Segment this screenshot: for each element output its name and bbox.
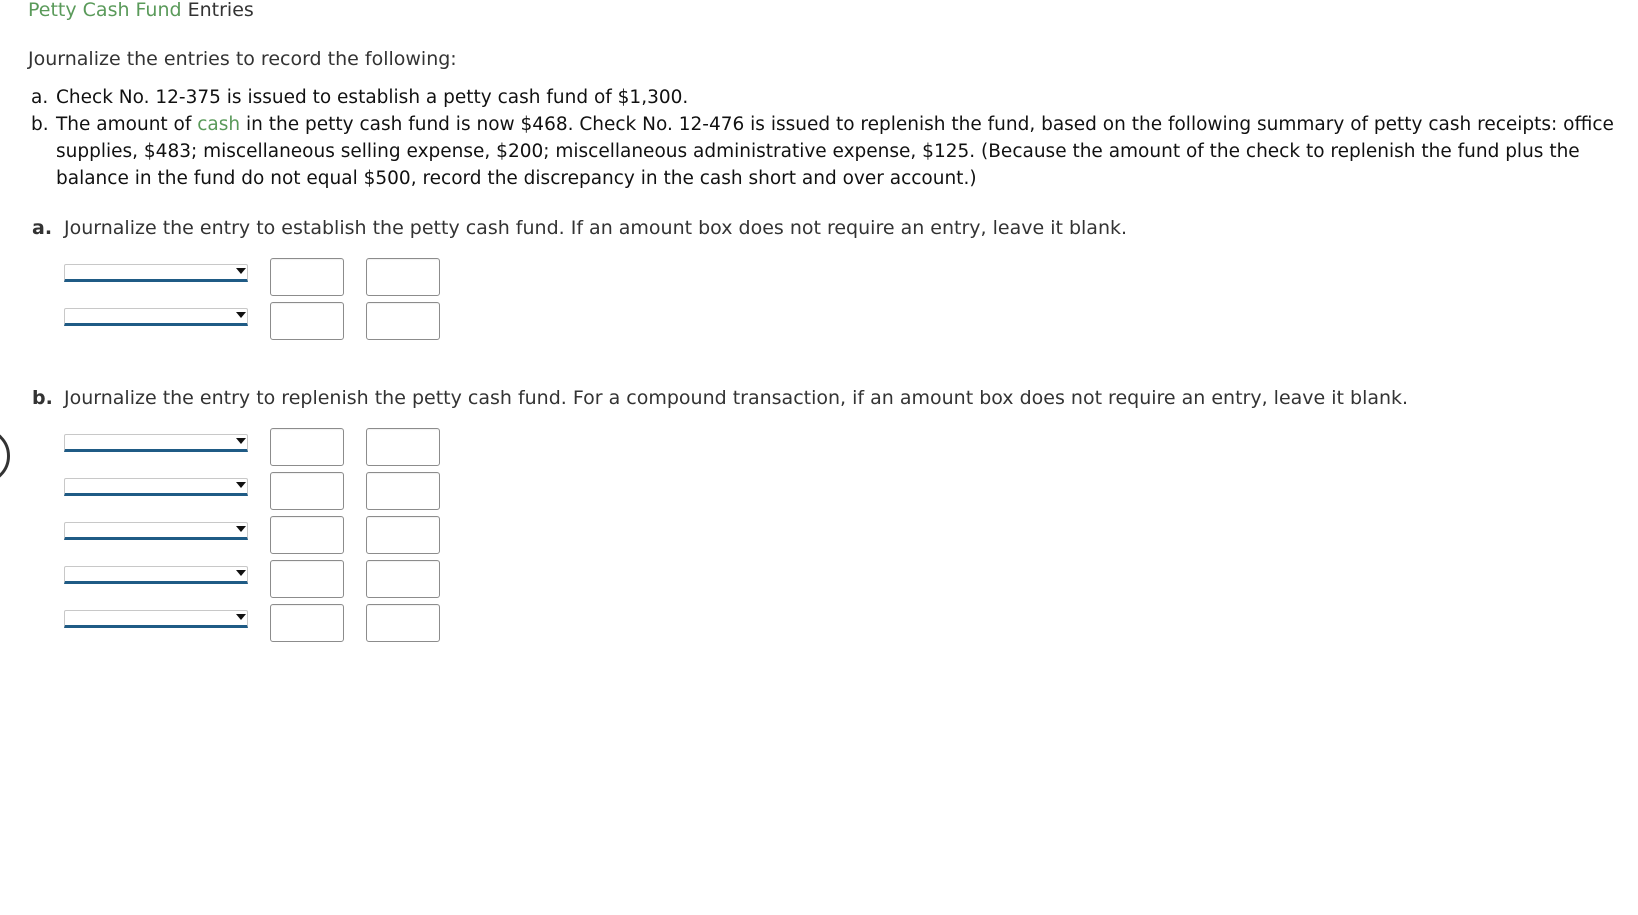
credit-input[interactable] <box>366 258 440 296</box>
part-letter: b. <box>32 387 53 409</box>
chevron-down-icon <box>236 312 246 318</box>
item-text-before: The amount of <box>56 114 198 135</box>
transaction-item-a <box>31 84 1621 111</box>
debit-input[interactable] <box>270 560 344 598</box>
debit-input[interactable] <box>270 604 344 642</box>
credit-input[interactable] <box>366 428 440 466</box>
credit-input[interactable] <box>366 604 440 642</box>
transaction-item-b <box>31 111 1621 192</box>
transaction-list <box>31 84 1621 192</box>
item-marker: a. <box>31 87 49 108</box>
debit-input[interactable] <box>270 428 344 466</box>
account-dropdown[interactable] <box>64 610 248 628</box>
credit-input[interactable] <box>366 516 440 554</box>
chevron-down-icon <box>236 570 246 576</box>
instructions-text: Journalize the entries to record the following: <box>28 48 457 70</box>
debit-input[interactable] <box>270 302 344 340</box>
part-b-heading <box>32 386 1408 410</box>
cash-glossary-link[interactable]: cash <box>197 114 241 135</box>
account-dropdown[interactable] <box>64 308 248 326</box>
item-text: Check No. 12-375 is issued to establish a petty cash fund of $1,300. <box>56 87 689 108</box>
title-glossary-link[interactable]: Petty Cash Fund <box>28 0 182 21</box>
chevron-down-icon <box>236 482 246 488</box>
account-dropdown[interactable] <box>64 566 248 584</box>
item-marker: b. <box>31 114 49 135</box>
account-dropdown[interactable] <box>64 434 248 452</box>
title-text: Entries <box>181 0 254 21</box>
account-dropdown[interactable] <box>64 522 248 540</box>
account-dropdown[interactable] <box>64 264 248 282</box>
chevron-down-icon <box>236 438 246 444</box>
chevron-down-icon <box>236 614 246 620</box>
chevron-down-icon <box>236 268 246 274</box>
credit-input[interactable] <box>366 560 440 598</box>
page-title <box>28 0 254 22</box>
part-instruction: Journalize the entry to establish the petty cash fund. If an amount box does not require an entry, leave it blank. <box>64 217 1128 239</box>
debit-input[interactable] <box>270 472 344 510</box>
credit-input[interactable] <box>366 472 440 510</box>
side-ring-icon <box>0 428 10 484</box>
account-dropdown[interactable] <box>64 478 248 496</box>
part-instruction: Journalize the entry to replenish the petty cash fund. For a compound transaction, if an amount box does not require an entry, leave it blank. <box>64 387 1409 409</box>
chevron-down-icon <box>236 526 246 532</box>
debit-input[interactable] <box>270 258 344 296</box>
part-letter: a. <box>32 217 53 239</box>
item-text-after: in the petty cash fund is now $468. Check No. 12-476 is issued to replenish the fund, based on the following summary of petty cash receipts: office supplies, $483; miscellaneous selling expense, $200; miscellaneous administrative expense, $125. (Because the amount of the check to replenish the fund plus the balance in the fund do not equal $500, record the discrepancy in the cash short and over account.) <box>56 114 1614 189</box>
debit-input[interactable] <box>270 516 344 554</box>
credit-input[interactable] <box>366 302 440 340</box>
part-a-heading <box>32 216 1127 240</box>
item-text <box>56 111 1621 192</box>
